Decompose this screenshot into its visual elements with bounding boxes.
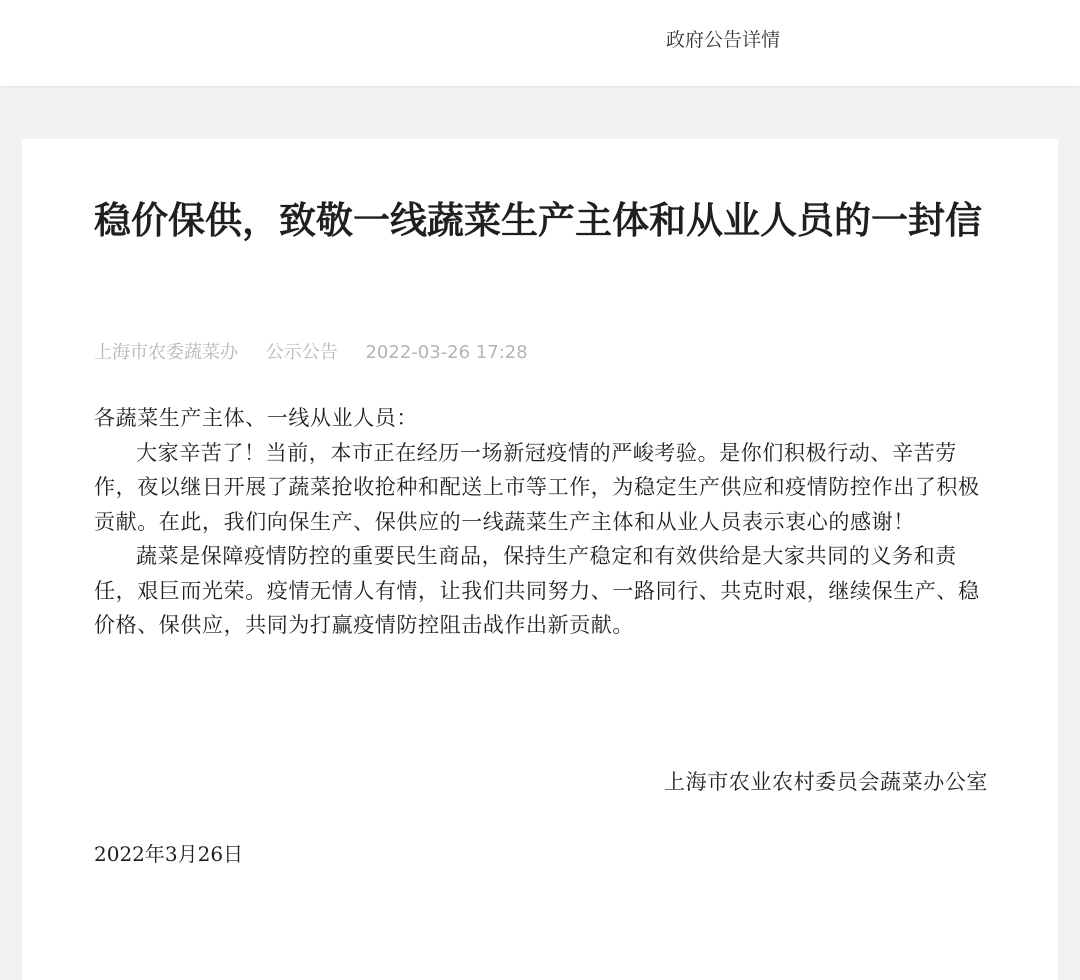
article-title: 稳价保供，致敬一线蔬菜生产主体和从业人员的一封信 bbox=[94, 199, 982, 242]
article-category: 公示公告 bbox=[265, 342, 338, 363]
page-header-title: 政府公告详情 bbox=[666, 29, 781, 51]
article-paragraph: 大家辛苦了！当前，本市正在经历一场新冠疫情的严峻考验。是你们积极行动、辛苦劳作，夜以继日开展了蔬菜抢收抢种和配送上市等工作，为稳定生产供应和疫情防控作出了积极贡献。在此，我们向保生产、保供应的一线蔬菜生产主体和从业人员表示衷心的感谢！ bbox=[94, 440, 980, 534]
article-source: 上海市农委蔬菜办 bbox=[94, 342, 238, 363]
article-body bbox=[94, 401, 990, 643]
article-datetime: 2022-03-26 17:28 bbox=[365, 342, 528, 363]
top-bar bbox=[0, 0, 1080, 86]
article-date: 2022年3月26日 bbox=[94, 842, 244, 866]
article-meta bbox=[94, 341, 550, 365]
article-card bbox=[22, 139, 1058, 980]
article-paragraph: 蔬菜是保障疫情防控的重要民生商品，保持生产稳定和有效供给是大家共同的义务和责任，艰巨而光荣。疫情无情人有情，让我们共同努力、一路同行、共克时艰，继续保生产、稳价格、保供应，共同为打赢疫情防控阻击战作出新贡献。 bbox=[94, 544, 980, 637]
article-signature: 上海市农业农村委员会蔬菜办公室 bbox=[664, 770, 988, 794]
article-greeting: 各蔬菜生产主体、一线从业人员： bbox=[94, 406, 418, 430]
